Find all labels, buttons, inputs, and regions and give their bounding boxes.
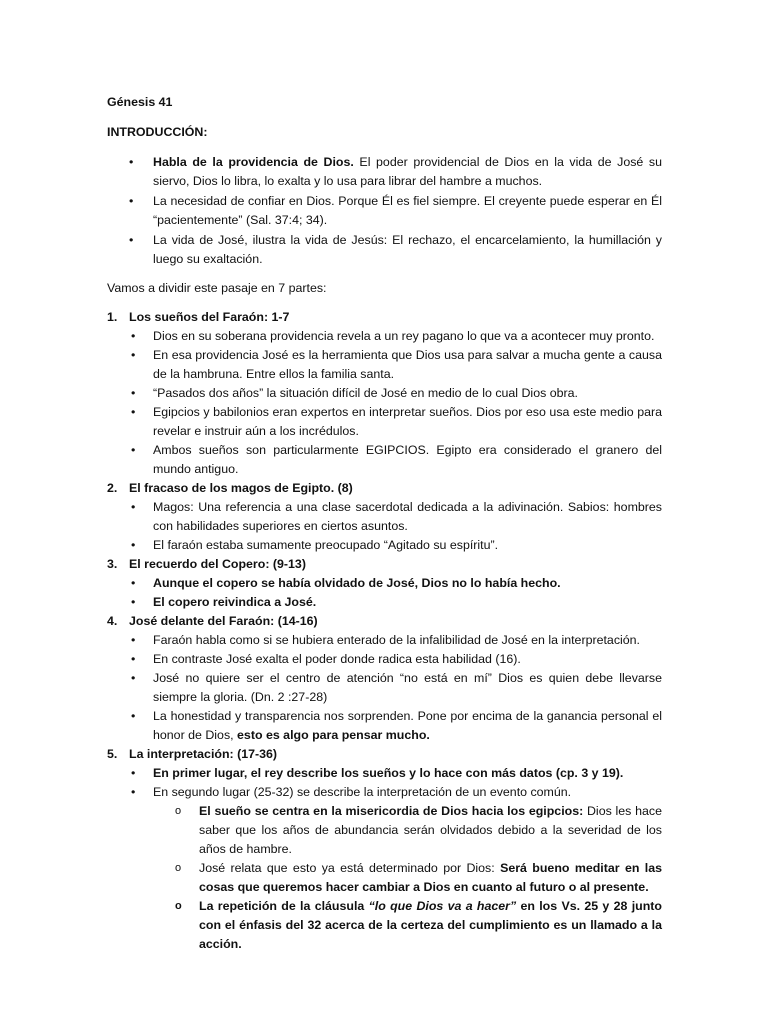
bullet-italic-text: “lo que Dios va a hacer” bbox=[368, 899, 517, 913]
section-bullet bbox=[107, 707, 662, 745]
bullet-text: Egipcios y babilonios eran expertos en interpretar sueños. Dios por eso usa este medio para revelar e instruir aún a los incrédulos. bbox=[153, 405, 662, 438]
section-heading bbox=[107, 479, 662, 498]
intro-bullet bbox=[107, 153, 662, 191]
section-bullet bbox=[107, 650, 662, 669]
section-subbullet bbox=[107, 897, 662, 954]
bullet-icon: • bbox=[129, 194, 134, 208]
bullet-icon: • bbox=[131, 652, 136, 666]
section-title: El fracaso de los magos de Egipto. (8) bbox=[129, 481, 353, 495]
section-subbullet bbox=[107, 859, 662, 897]
bullet-text: En contraste José exalta el poder donde radica esta habilidad (16). bbox=[153, 652, 521, 666]
bullet-bold-text: La repetición de la cláusula bbox=[199, 899, 369, 913]
bullet-bold-text: En primer lugar, el rey describe los sueños y lo hace con más datos (cp. 3 y 19). bbox=[153, 766, 624, 780]
bullet-text: En segundo lugar (25-32) se describe la interpretación de un evento común. bbox=[153, 785, 572, 799]
section-bullet bbox=[107, 669, 662, 707]
section-number: 3. bbox=[107, 557, 118, 571]
circle-bullet-icon: o bbox=[175, 900, 182, 912]
bullet-text: en los Vs. 25 y 28 junto con el énfasis del 32 acerca de la certeza del cumplimiento es un llamado a la acción. bbox=[199, 899, 662, 951]
section-title: Los sueños del Faraón: 1-7 bbox=[129, 310, 290, 324]
bullet-icon: • bbox=[131, 500, 136, 514]
bullet-text: Dios en su soberana providencia revela a un rey pagano lo que va a acontecer muy pronto. bbox=[153, 329, 655, 343]
section-bullet bbox=[107, 403, 662, 441]
bullet-icon: • bbox=[131, 576, 136, 590]
bullet-text: Magos: Una referencia a una clase sacerdotal dedicada a la adivinación. Sabios: hombres con habilidades superiores en ciertos asuntos. bbox=[153, 500, 662, 533]
section-bullet bbox=[107, 327, 662, 346]
section-bullet bbox=[107, 384, 662, 403]
section-bullet bbox=[107, 536, 662, 555]
bullet-text: El poder providencial de Dios en la vida de José su siervo, Dios lo libra, lo exalta y lo usa para librar del hambre a muchos. bbox=[153, 155, 663, 188]
section-subbullet bbox=[107, 802, 662, 859]
bullet-icon: • bbox=[129, 233, 134, 247]
section-bullet bbox=[107, 574, 662, 593]
bullet-icon: • bbox=[131, 709, 136, 723]
bullet-text: José no quiere ser el centro de atención “no está en mí” Dios es quien debe llevarse siempre la gloria. (Dn. 2 :27-28) bbox=[153, 671, 662, 704]
section-bullet bbox=[107, 441, 662, 479]
bullet-text: La honestidad y transparencia nos sorprenden. Pone por encima de la ganancia personal el honor de Dios, bbox=[153, 709, 662, 742]
bullet-text: “Pasados dos años” la situación difícil de José en medio de lo cual Dios obra. bbox=[153, 386, 578, 400]
document-title: Génesis 41 bbox=[107, 95, 173, 109]
intro-bullet bbox=[107, 231, 662, 269]
intro-heading: INTRODUCCIÓN: bbox=[107, 125, 208, 139]
section-bullet bbox=[107, 498, 662, 536]
section-heading bbox=[107, 308, 662, 327]
bullet-bold-text: esto es algo para pensar mucho. bbox=[237, 728, 430, 742]
bullet-bold-text: El copero reivindica a José. bbox=[153, 595, 317, 609]
bullet-icon: • bbox=[131, 386, 136, 400]
section-title: José delante del Faraón: (14-16) bbox=[129, 614, 318, 628]
circle-bullet-icon: o bbox=[175, 805, 182, 817]
bullet-bold-text: Habla de la providencia de Dios. bbox=[153, 155, 354, 169]
section-bullet bbox=[107, 764, 662, 783]
intro-bullet bbox=[107, 192, 662, 230]
section-bullet bbox=[107, 346, 662, 384]
bullet-icon: • bbox=[129, 155, 134, 169]
section-number: 2. bbox=[107, 481, 118, 495]
bullet-icon: • bbox=[131, 329, 136, 343]
bullet-text: La vida de José, ilustra la vida de Jesús: El rechazo, el encarcelamiento, la humillación y luego su exaltación. bbox=[153, 233, 662, 266]
section-number: 1. bbox=[107, 310, 118, 324]
bullet-text: El faraón estaba sumamente preocupado “Agitado su espíritu”. bbox=[153, 538, 499, 552]
bullet-text: La necesidad de confiar en Dios. Porque Él es fiel siempre. El creyente puede esperar en Él “pacientemente” (Sal. 37:4; 34). bbox=[153, 194, 662, 227]
bullet-text: Ambos sueños son particularmente EGIPCIOS. Egipto era considerado el granero del mundo antiguo. bbox=[153, 443, 662, 476]
section-number: 4. bbox=[107, 614, 118, 628]
section-title: La interpretación: (17-36) bbox=[129, 747, 278, 761]
section-bullet bbox=[107, 783, 662, 802]
bullet-bold-text: El sueño se centra en la misericordia de Dios hacia los egipcios: bbox=[199, 804, 584, 818]
bullet-text: En esa providencia José es la herramienta que Dios usa para salvar a mucha gente a causa de la hambruna. Entre ellos la familia santa. bbox=[153, 348, 662, 381]
bullet-icon: • bbox=[131, 633, 136, 647]
bullet-bold-text: Será bueno meditar en las cosas que queremos hacer cambiar a Dios en cuanto al futuro o al presente. bbox=[199, 861, 662, 894]
bullet-icon: • bbox=[131, 785, 136, 799]
bullet-icon: • bbox=[131, 405, 136, 419]
section-title: El recuerdo del Copero: (9-13) bbox=[129, 557, 306, 571]
bullet-text: José relata que esto ya está determinado por Dios: bbox=[199, 861, 501, 875]
circle-bullet-icon: o bbox=[175, 862, 182, 874]
bullet-text: Dios les hace saber que los años de abundancia serán olvidados debido a la severidad de los años de hambre. bbox=[199, 804, 662, 856]
section-bullet bbox=[107, 593, 662, 612]
bullet-icon: • bbox=[131, 538, 136, 552]
bullet-text: Faraón habla como si se hubiera enterado de la infalibilidad de José en la interpretación. bbox=[153, 633, 640, 647]
section-bullet bbox=[107, 631, 662, 650]
bullet-icon: • bbox=[131, 443, 136, 457]
bullet-icon: • bbox=[131, 595, 136, 609]
bullet-icon: • bbox=[131, 671, 136, 685]
section-heading bbox=[107, 612, 662, 631]
section-heading bbox=[107, 745, 662, 764]
bullet-icon: • bbox=[131, 348, 136, 362]
bullet-icon: • bbox=[131, 766, 136, 780]
section-number: 5. bbox=[107, 747, 118, 761]
section-heading bbox=[107, 555, 662, 574]
bullet-bold-text: Aunque el copero se había olvidado de José, Dios no lo había hecho. bbox=[153, 576, 561, 590]
division-text: Vamos a dividir este pasaje en 7 partes: bbox=[107, 281, 327, 295]
